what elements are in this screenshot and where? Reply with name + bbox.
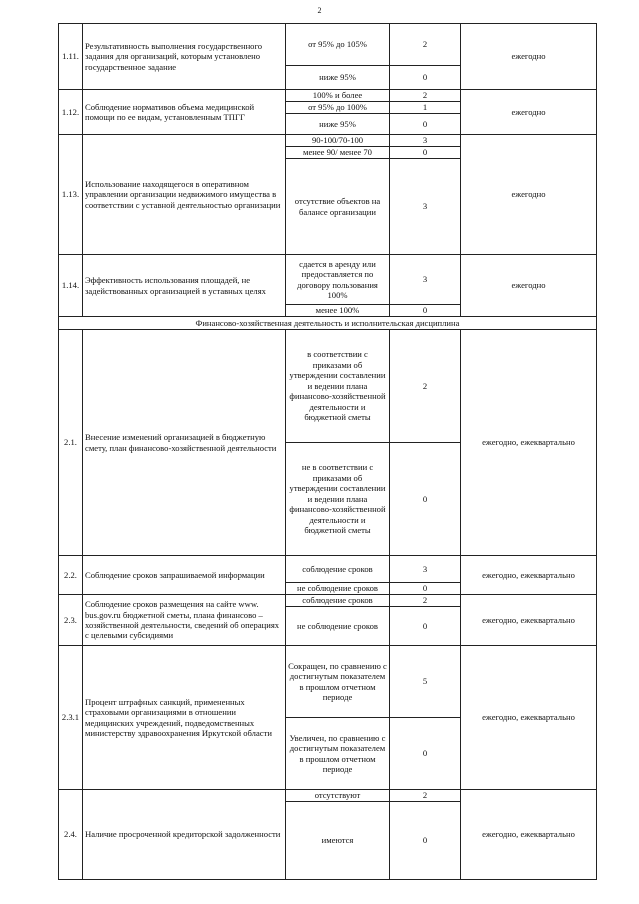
points-cell: 3 (390, 556, 461, 583)
condition-cell: от 95% до 100% (286, 102, 390, 114)
period-cell: ежегодно, ежеквартально (461, 790, 597, 880)
points-cell: 2 (390, 90, 461, 102)
condition-cell: Увеличен, по сравнению с достигнутым показателем в прошлом отчетном периоде (286, 718, 390, 790)
points-cell: 0 (390, 305, 461, 317)
points-cell: 0 (390, 718, 461, 790)
row-number: 2.2. (59, 556, 83, 595)
condition-cell: менее 90/ менее 70 (286, 147, 390, 159)
points-cell: 1 (390, 102, 461, 114)
condition-cell: имеются (286, 802, 390, 880)
points-cell: 0 (390, 583, 461, 595)
points-cell: 0 (390, 802, 461, 880)
row-number: 2.1. (59, 330, 83, 556)
points-cell: 3 (390, 159, 461, 255)
points-cell: 0 (390, 607, 461, 646)
points-cell: 0 (390, 66, 461, 90)
period-cell: ежегодно, ежеквартально (461, 646, 597, 790)
condition-cell: не в соответствии с приказами об утверждении составлении и ведении плана финансово-хозяйственной деятельности и бюджетной сметы (286, 443, 390, 556)
points-cell: 0 (390, 147, 461, 159)
period-cell: ежегодно (461, 135, 597, 255)
table-row (59, 646, 597, 718)
points-cell: 2 (390, 330, 461, 443)
condition-cell: ниже 95% (286, 114, 390, 135)
criterion-name: Внесение изменений организацией в бюджетную смету, план финансово-хозяйственной деятельности (83, 330, 286, 556)
criterion-name: Эффективность использования площадей, не задействованных организацией в уставных целях (83, 255, 286, 317)
period-cell: ежегодно, ежеквартально (461, 556, 597, 595)
points-cell: 3 (390, 135, 461, 147)
row-number: 2.4. (59, 790, 83, 880)
condition-cell: не соблюдение сроков (286, 607, 390, 646)
row-number: 2.3.1 (59, 646, 83, 790)
criterion-name: Результативность выполнения государственного задания для организаций, которым установлено государственное задание (83, 24, 286, 90)
criterion-name: Соблюдение нормативов объема медицинской помощи по ее видам, установленным ТПГГ (83, 90, 286, 135)
criterion-name: Использование находящегося в оперативном управлении организации недвижимого имущества в соответствии с уставной деятельностью организации (83, 135, 286, 255)
section-heading: Финансово-хозяйственная деятельность и исполнительская дисциплина (59, 317, 597, 330)
row-number: 1.11. (59, 24, 83, 90)
condition-cell: 100% и более (286, 90, 390, 102)
points-cell: 0 (390, 114, 461, 135)
period-cell: ежегодно, ежеквартально (461, 595, 597, 646)
page-number: 2 (317, 6, 322, 15)
table-row (59, 556, 597, 583)
condition-cell: соблюдение сроков (286, 556, 390, 583)
criterion-name: Процент штрафных санкций, примененных страховыми организациями в отношении медицинских учреждений, подведомственных министерству здравоохранения Иркутской области (83, 646, 286, 790)
condition-cell: ниже 95% (286, 66, 390, 90)
table-row (59, 790, 597, 802)
condition-cell: отсутствуют (286, 790, 390, 802)
row-number: 1.12. (59, 90, 83, 135)
criterion-name: Соблюдение сроков запрашиваемой информации (83, 556, 286, 595)
condition-cell: в соответствии с приказами об утверждении составлении и ведении плана финансово-хозяйственной деятельности и бюджетной сметы (286, 330, 390, 443)
points-cell: 2 (390, 595, 461, 607)
points-cell: 0 (390, 443, 461, 556)
period-cell: ежегодно (461, 90, 597, 135)
condition-cell: Сокращен, по сравнению с достигнутым показателем в прошлом отчетном периоде (286, 646, 390, 718)
points-cell: 2 (390, 790, 461, 802)
condition-cell: не соблюдение сроков (286, 583, 390, 595)
criteria-table (58, 23, 597, 880)
criterion-name: Наличие просроченной кредиторской задолженности (83, 790, 286, 880)
table-row (59, 330, 597, 443)
table-row (59, 595, 597, 607)
period-cell: ежегодно (461, 255, 597, 317)
condition-cell: 90-100/70-100 (286, 135, 390, 147)
condition-cell: от 95% до 105% (286, 24, 390, 66)
table-row (59, 24, 597, 66)
table-row (59, 255, 597, 305)
section-row (59, 317, 597, 330)
criterion-name: Соблюдение сроков размещения на сайте www. bus.gov.ru бюджетной сметы, плана финансово – хозяйственной деятельности, сведений об операциях с целевыми субсидиями (83, 595, 286, 646)
points-cell: 5 (390, 646, 461, 718)
period-cell: ежегодно, ежеквартально (461, 330, 597, 556)
period-cell: ежегодно (461, 24, 597, 90)
table-row (59, 90, 597, 102)
table-row (59, 135, 597, 147)
condition-cell: соблюдение сроков (286, 595, 390, 607)
condition-cell: менее 100% (286, 305, 390, 317)
row-number: 1.13. (59, 135, 83, 255)
condition-cell: отсутствие объектов на балансе организации (286, 159, 390, 255)
points-cell: 2 (390, 24, 461, 66)
row-number: 1.14. (59, 255, 83, 317)
condition-cell: сдается в аренду или предоставляется по договору пользования 100% (286, 255, 390, 305)
row-number: 2.3. (59, 595, 83, 646)
points-cell: 3 (390, 255, 461, 305)
